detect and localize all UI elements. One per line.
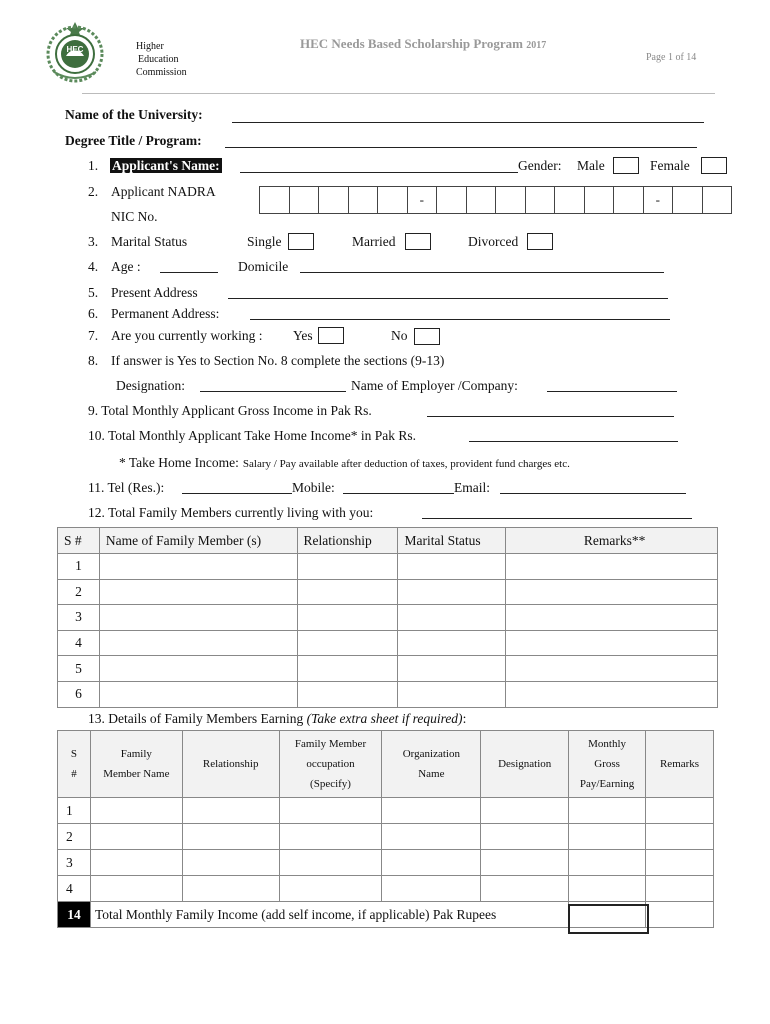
cell[interactable] (506, 681, 718, 707)
item13-colon: : (462, 711, 467, 726)
email-field[interactable] (500, 493, 686, 494)
designation-field[interactable] (200, 391, 346, 392)
cell[interactable] (182, 876, 279, 902)
cell[interactable] (646, 850, 714, 876)
org-line-1: Higher (136, 41, 164, 52)
cell[interactable] (382, 850, 481, 876)
total-income-box[interactable] (568, 904, 649, 934)
working-no-label: No (391, 328, 408, 343)
cell[interactable] (297, 630, 398, 656)
item8-number: 8. (88, 353, 99, 368)
table-row (58, 656, 718, 682)
nic-digit[interactable] (348, 187, 378, 214)
cell[interactable] (382, 824, 481, 850)
row-number: 5 (58, 656, 100, 682)
designation-label: Designation: (116, 378, 185, 393)
cell[interactable] (279, 824, 382, 850)
divorced-checkbox[interactable] (527, 233, 553, 250)
cell[interactable] (382, 876, 481, 902)
cell[interactable] (398, 554, 506, 580)
cell[interactable] (506, 554, 718, 580)
applicant-name-field[interactable] (240, 172, 518, 173)
cell[interactable] (481, 876, 569, 902)
table-row (58, 554, 718, 580)
item6-number: 6. (88, 306, 99, 321)
table-row (58, 850, 714, 876)
nic-digit[interactable] (555, 187, 585, 214)
mobile-field[interactable] (343, 493, 454, 494)
table-row (58, 579, 718, 605)
note-title: * Take Home Income: (119, 455, 239, 470)
working-label: Are you currently working : (111, 328, 263, 343)
item5-number: 5. (88, 285, 99, 300)
nic-dash: - (407, 187, 437, 214)
nic-digit[interactable] (289, 187, 319, 214)
permanent-address-label: Permanent Address: (111, 306, 220, 321)
item10-label: 10. Total Monthly Applicant Take Home Income* in Pak Rs. (88, 428, 416, 443)
col-member-name: Family Member Name (90, 731, 182, 798)
nic-digit[interactable] (466, 187, 496, 214)
cell[interactable] (279, 798, 382, 824)
domicile-field[interactable] (300, 272, 664, 273)
nic-digit[interactable] (496, 187, 526, 214)
item13-note: (Take extra sheet if required) (306, 711, 463, 726)
nic-input-grid[interactable] (259, 186, 732, 214)
female-label: Female (650, 158, 690, 173)
cell[interactable] (481, 824, 569, 850)
email-label: Email: (454, 480, 490, 495)
permanent-address-field[interactable] (250, 319, 670, 320)
cell[interactable] (398, 656, 506, 682)
mobile-label: Mobile: (292, 480, 335, 495)
item8-label: If answer is Yes to Section No. 8 complete the sections (9-13) (111, 353, 445, 368)
row-number: 2 (58, 824, 91, 850)
org-line-2: Education (138, 54, 179, 65)
cell[interactable] (382, 798, 481, 824)
cell[interactable] (398, 681, 506, 707)
total-income-label: Total Monthly Family Income (add self income, if applicable) Pak Rupees (90, 902, 568, 928)
cell[interactable] (569, 824, 646, 850)
take-home-note (119, 454, 570, 472)
tel-field[interactable] (182, 493, 292, 494)
col-organization: Organization Name (382, 731, 481, 798)
item7-number: 7. (88, 328, 99, 343)
col-relationship: Relationship (297, 528, 398, 554)
present-address-field[interactable] (228, 298, 668, 299)
table-row (58, 681, 718, 707)
cell[interactable] (99, 554, 297, 580)
nic-digit[interactable] (319, 187, 349, 214)
org-line-3: Commission (136, 67, 187, 78)
cell[interactable] (90, 850, 182, 876)
cell[interactable] (569, 798, 646, 824)
item3-number: 3. (88, 234, 99, 249)
cell (646, 902, 714, 928)
col-sno: S # (58, 731, 91, 798)
cell[interactable] (90, 876, 182, 902)
divorced-label: Divorced (468, 234, 519, 249)
organization-name (136, 40, 187, 79)
nic-digit[interactable] (437, 187, 467, 214)
nic-digit[interactable] (260, 187, 290, 214)
document-title (300, 36, 546, 52)
col-member-name: Name of Family Member (s) (99, 528, 297, 554)
take-home-income-field[interactable] (469, 441, 678, 442)
age-field[interactable] (160, 272, 218, 273)
nic-digit[interactable] (525, 187, 555, 214)
svg-text:HEC: HEC (66, 45, 84, 54)
item13-text: 13. Details of Family Members Earning (88, 711, 304, 726)
employer-label: Name of Employer /Company: (351, 378, 518, 393)
row-number: 3 (58, 605, 100, 631)
nic-digit[interactable] (378, 187, 408, 214)
cell[interactable] (182, 850, 279, 876)
cell[interactable] (506, 605, 718, 631)
header-divider (82, 93, 715, 94)
degree-label: Degree Title / Program: (65, 133, 202, 148)
item4-number: 4. (88, 259, 99, 274)
marital-status-label: Marital Status (111, 234, 188, 249)
nic-label-a: Applicant NADRA (111, 184, 216, 199)
row-number: 3 (58, 850, 91, 876)
nic-label-b: NIC No. (111, 209, 158, 224)
cell[interactable] (569, 850, 646, 876)
single-checkbox[interactable] (288, 233, 314, 250)
married-label: Married (352, 234, 396, 249)
tel-label: 11. Tel (Res.): (88, 480, 165, 495)
cell[interactable] (398, 605, 506, 631)
nic-digit[interactable] (702, 187, 732, 214)
col-remarks: Remarks** (506, 528, 718, 554)
single-label: Single (247, 234, 282, 249)
row-number: 1 (58, 798, 91, 824)
title-year: 2017 (526, 40, 547, 51)
married-checkbox[interactable] (405, 233, 431, 250)
title-text: HEC Needs Based Scholarship Program (300, 36, 523, 51)
col-monthly-pay: Monthly Gross Pay/Earning (569, 731, 646, 798)
nic-dash: - (643, 187, 673, 214)
col-occupation: Family Member occupation (Specify) (279, 731, 382, 798)
page-number: Page 1 of 14 (646, 52, 697, 63)
cell[interactable] (297, 579, 398, 605)
cell[interactable] (569, 876, 646, 902)
cell[interactable] (99, 579, 297, 605)
col-marital-status: Marital Status (398, 528, 506, 554)
table-row (58, 798, 714, 824)
employer-field[interactable] (547, 391, 677, 392)
cell[interactable] (297, 605, 398, 631)
gross-income-field[interactable] (427, 416, 674, 417)
working-yes-checkbox[interactable] (318, 327, 344, 344)
col-designation: Designation (481, 731, 569, 798)
family-members-table (57, 527, 718, 708)
item2-number: 2. (88, 184, 99, 199)
table-row (58, 605, 718, 631)
working-yes-label: Yes (293, 328, 313, 343)
applicant-name-label: Applicant's Name: (112, 158, 220, 173)
degree-field[interactable] (225, 147, 697, 148)
cell[interactable] (646, 824, 714, 850)
cell[interactable] (90, 824, 182, 850)
cell[interactable] (279, 850, 382, 876)
cell[interactable] (297, 554, 398, 580)
male-label: Male (577, 158, 605, 173)
working-no-checkbox[interactable] (414, 328, 440, 345)
nic-digit[interactable] (673, 187, 703, 214)
cell[interactable] (646, 876, 714, 902)
item1-number: 1. (88, 158, 99, 173)
university-label: Name of the University: (65, 107, 203, 122)
cell[interactable] (182, 798, 279, 824)
cell[interactable] (279, 876, 382, 902)
note-text: Salary / Pay available after deduction of taxes, provident fund charges etc. (242, 458, 570, 470)
table-row (58, 824, 714, 850)
item9-label: 9. Total Monthly Applicant Gross Income in Pak Rs. (88, 403, 372, 418)
row-number: 1 (58, 554, 100, 580)
cell[interactable] (297, 656, 398, 682)
cell[interactable] (297, 681, 398, 707)
cell[interactable] (506, 656, 718, 682)
cell[interactable] (90, 798, 182, 824)
row-number: 4 (58, 630, 100, 656)
cell[interactable] (99, 681, 297, 707)
cell[interactable] (398, 579, 506, 605)
cell[interactable] (646, 798, 714, 824)
female-checkbox[interactable] (701, 157, 727, 174)
domicile-label: Domicile (238, 259, 289, 274)
row-number: 2 (58, 579, 100, 605)
col-remarks: Remarks (646, 731, 714, 798)
nic-digit[interactable] (614, 187, 644, 214)
cell[interactable] (182, 824, 279, 850)
earning-members-table (57, 730, 714, 928)
cell[interactable] (99, 656, 297, 682)
col-sno: S # (58, 528, 100, 554)
col-relationship: Relationship (182, 731, 279, 798)
table-row (58, 876, 714, 902)
item12-label: 12. Total Family Members currently living with you: (88, 505, 374, 520)
nic-digit[interactable] (584, 187, 614, 214)
university-field[interactable] (232, 122, 704, 123)
cell[interactable] (506, 579, 718, 605)
item13-label (88, 711, 466, 727)
cell[interactable] (398, 630, 506, 656)
cell[interactable] (481, 850, 569, 876)
cell[interactable] (481, 798, 569, 824)
cell[interactable] (506, 630, 718, 656)
hec-logo-icon (44, 14, 106, 84)
family-count-field[interactable] (422, 518, 692, 519)
row-number: 6 (58, 681, 100, 707)
total-row-number: 14 (58, 902, 91, 928)
gender-label: Gender: (518, 158, 562, 173)
male-checkbox[interactable] (613, 157, 639, 174)
cell[interactable] (99, 630, 297, 656)
row-number: 4 (58, 876, 91, 902)
age-label: Age : (111, 259, 141, 274)
present-address-label: Present Address (111, 285, 198, 300)
cell[interactable] (99, 605, 297, 631)
table-row (58, 630, 718, 656)
